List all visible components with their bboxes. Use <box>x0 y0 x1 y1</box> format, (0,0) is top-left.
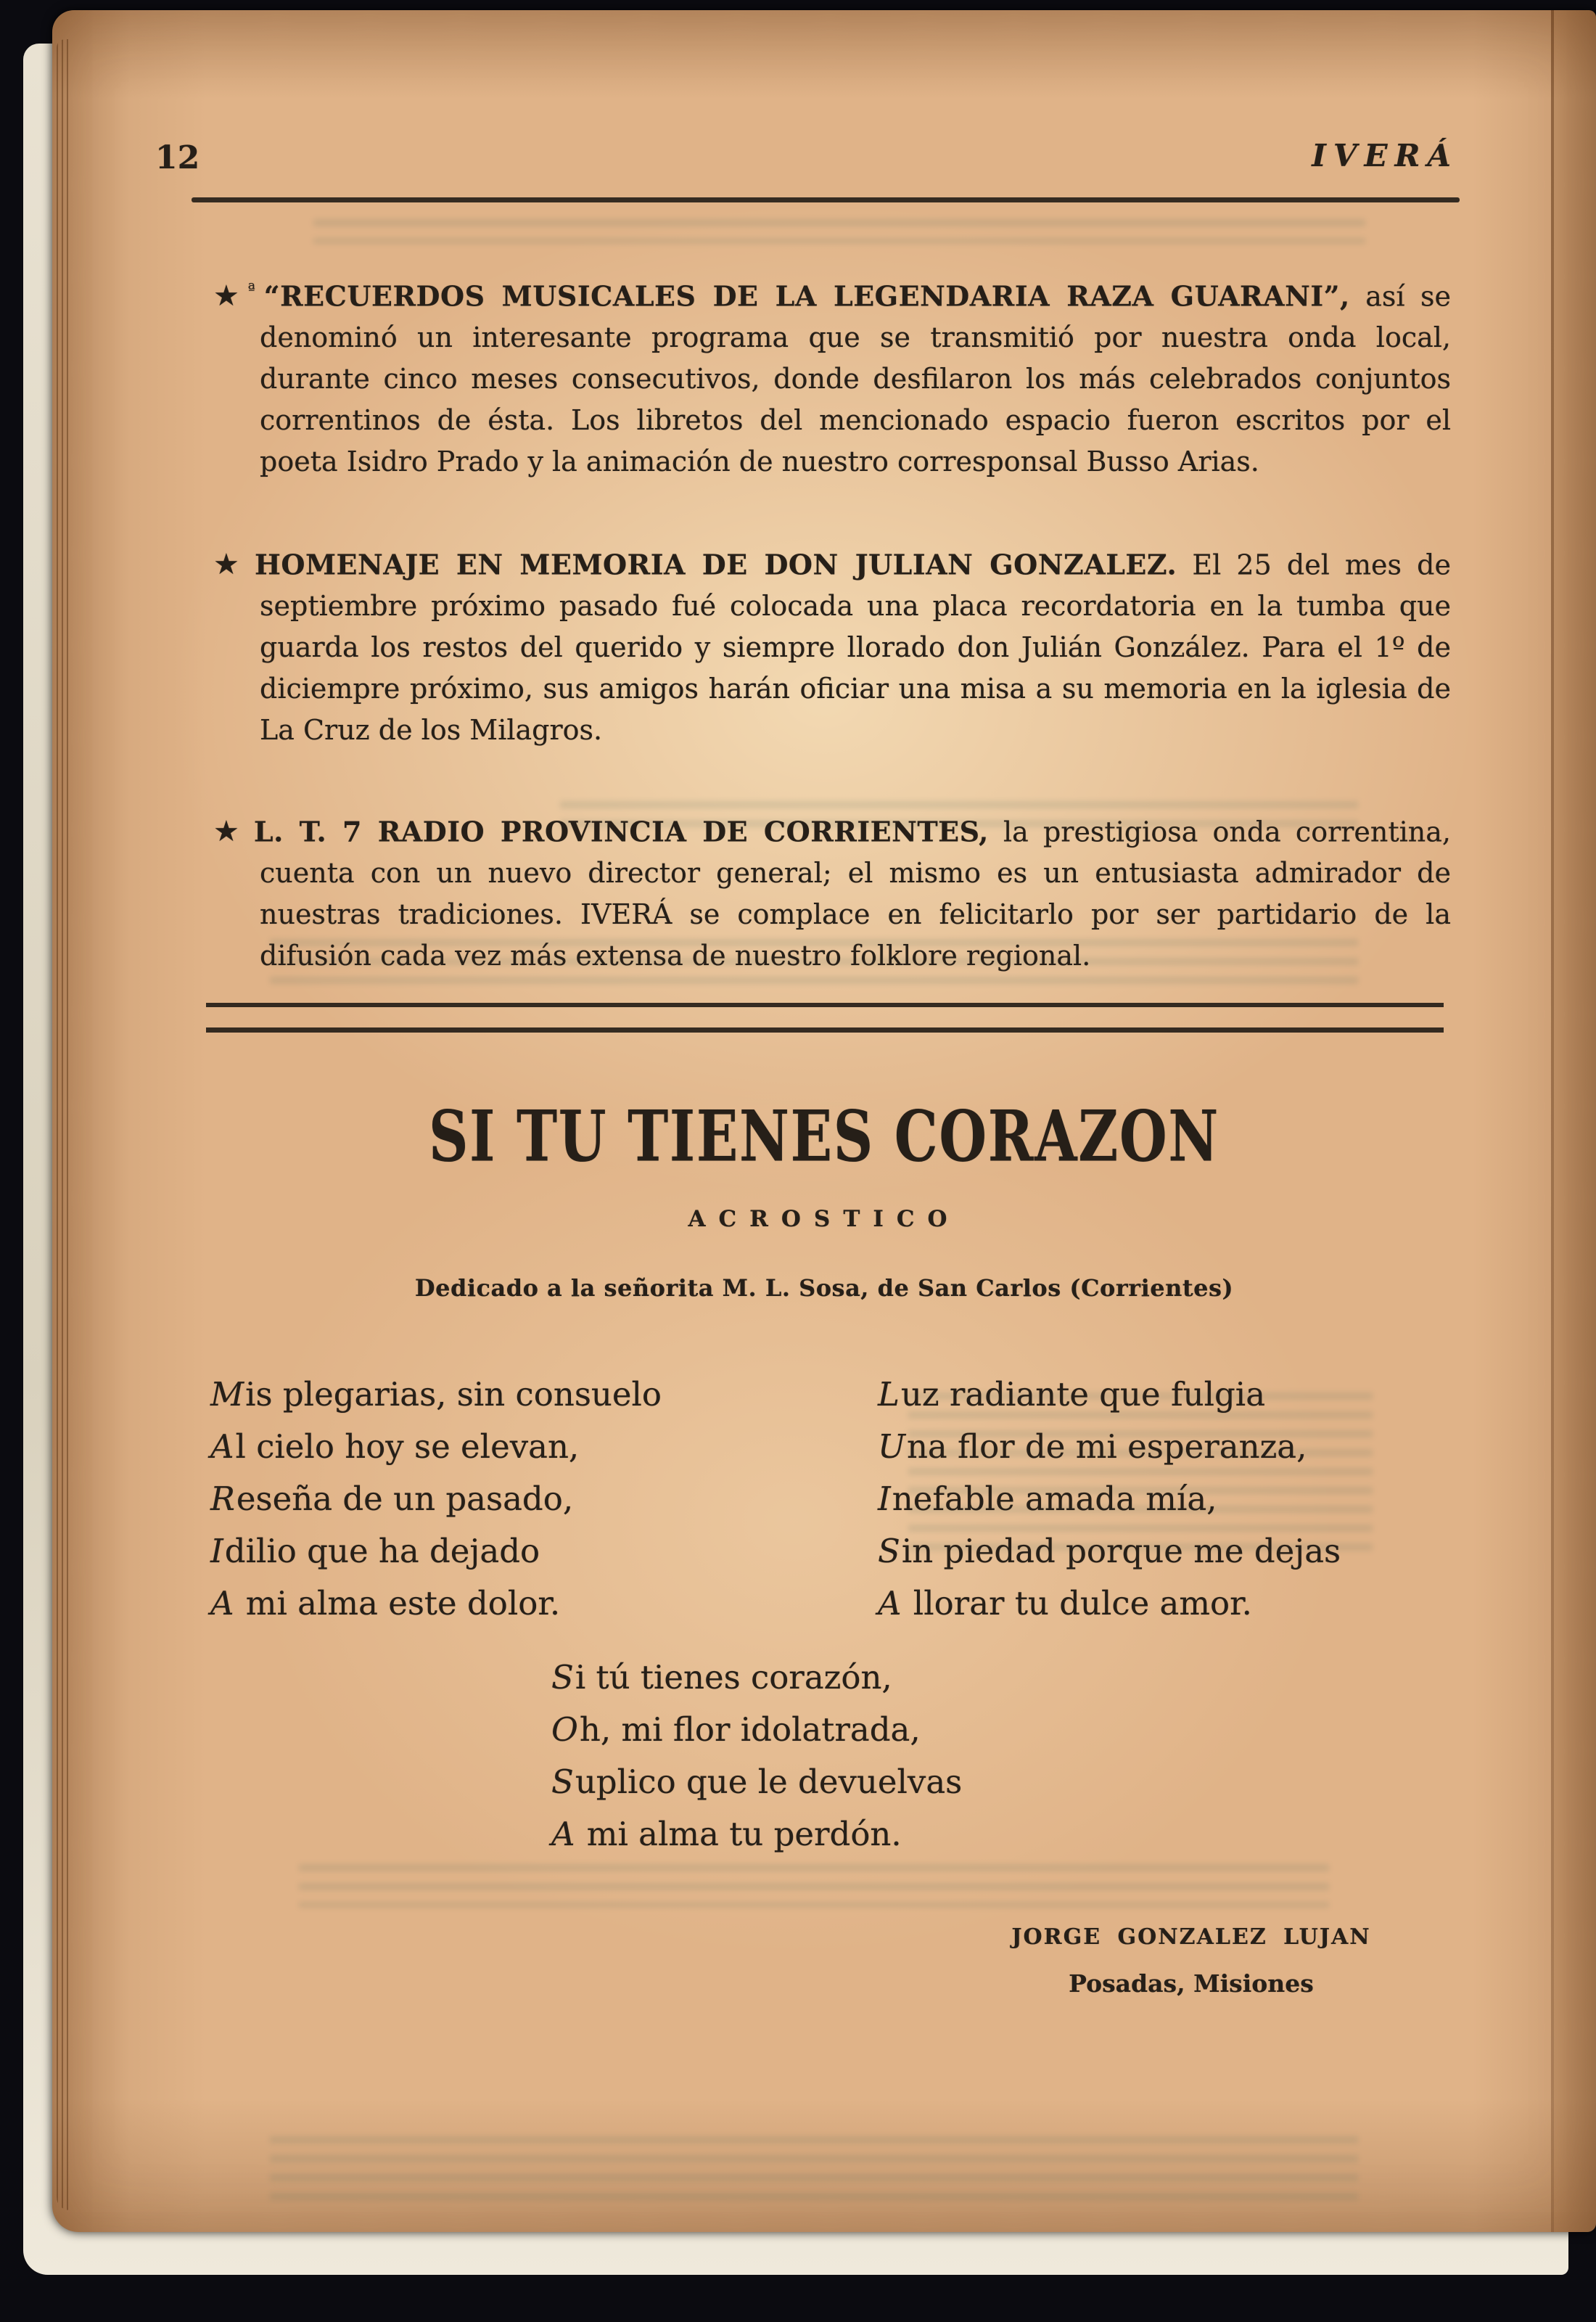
news-paragraph <box>213 538 1451 751</box>
news-body: la prestigiosa onda correntina, cuenta con un nuevo director general; el mismo es un entusiasta admirador de nuestras tradiciones. IVERÁ se complace en felicitarlo por ser partidario de la difusión cada vez más extensa de nuestro folklore regional. <box>260 816 1452 972</box>
poem-line: Sin piedad porque me dejas <box>878 1532 1341 1570</box>
poem-author-location: Posadas, Misiones <box>1069 1969 1314 1998</box>
poem-stanza-final <box>551 1652 962 1861</box>
poem-line: Oh, mi flor idolatrada, <box>551 1710 921 1749</box>
news-body: así se denominó un interesante programa que se transmitió por nuestra onda local, durante cinco meses consecutivos, donde desfilaron los más celebrados conjuntos correntinos de ésta. Los libretos del mencionado espacio fueron escritos por el poeta Isidro Prado y la animación de nuestro corresponsal Busso Arias. <box>260 280 1451 478</box>
bleed-through-smudge <box>299 1864 1329 1908</box>
poem-line: A mi alma este dolor. <box>210 1584 561 1622</box>
star-bullet-icon: ★ <box>213 815 247 849</box>
poem-line: Luz radiante que fulgia <box>878 1375 1266 1414</box>
news-lead: L. T. 7 RADIO PROVINCIA DE CORRIENTES, <box>253 815 989 848</box>
poem-author: JORGE GONZALEZ LUJAN <box>1011 1924 1371 1950</box>
header-rule <box>192 197 1460 202</box>
poem-line: A mi alma tu perdón. <box>551 1815 902 1853</box>
star-bullet-icon: ★ <box>213 548 247 582</box>
poem-line: A llorar tu dulce amor. <box>878 1584 1252 1622</box>
news-lead: HOMENAJE EN MEMORIA DE DON JULIAN GONZALEZ. <box>254 548 1177 581</box>
poem-title: SI TU TIENES CORAZON <box>429 1095 1219 1178</box>
section-divider-rule <box>206 1003 1444 1033</box>
news-item <box>213 805 1451 977</box>
star-bullet-icon: ★$^ª$ <box>213 279 257 313</box>
magazine-name: IVERÁ <box>1312 138 1458 173</box>
poem-stanza-left <box>210 1369 662 1630</box>
stacked-pages-edge <box>57 39 70 2210</box>
bleed-through-smudge <box>313 219 1365 244</box>
poem-line: Suplico que le devuelvas <box>551 1763 963 1801</box>
news-item <box>213 270 1451 483</box>
poem-dedication: Dedicado a la señorita M. L. Sosa, de San Carlos (Corrientes) <box>414 1274 1234 1302</box>
news-body: El 25 del mes de septiembre próximo pasado fué colocada una placa recordatoria en la tumba que guarda los restos del querido y siempre llorado don Julián González. Para el 1º de diciempre próximo, sus amigos harán oficiar una misa a su memoria en la iglesia de La Cruz de los Milagros. <box>260 549 1451 747</box>
poem-line: Si tú tienes corazón, <box>551 1658 892 1697</box>
bullet-mark: ª <box>247 282 257 300</box>
poem-line: Una flor de mi esperanza, <box>878 1427 1307 1466</box>
poem-stanza-right <box>878 1369 1341 1630</box>
poem-line: Mis plegarias, sin consuelo <box>210 1375 662 1414</box>
news-paragraph <box>213 805 1451 977</box>
poem-line: Idilio que ha dejado <box>210 1532 540 1570</box>
poem-line: Reseña de un pasado, <box>210 1480 574 1518</box>
poem-line: Al cielo hoy se elevan, <box>210 1427 580 1466</box>
news-paragraph <box>213 270 1451 483</box>
page-number: 12 <box>155 139 200 176</box>
news-item <box>213 538 1451 751</box>
poem-line: Inefable amada mía, <box>878 1480 1217 1518</box>
page-surface <box>52 10 1596 2232</box>
news-lead: “RECUERDOS MUSICALES DE LA LEGENDARIA RAZA GUARANI”, <box>263 279 1350 313</box>
page-curl-strip <box>1554 10 1596 2232</box>
poem-subtitle: ACROSTICO <box>688 1206 961 1232</box>
bleed-through-smudge <box>270 2136 1358 2209</box>
